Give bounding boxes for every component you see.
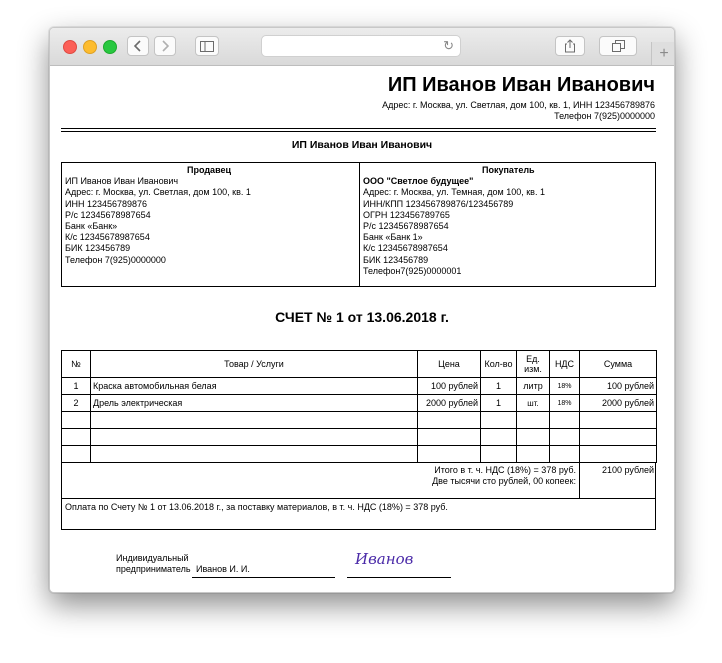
buyer-line: ИНН/КПП 123456789876/123456789 <box>363 198 514 209</box>
header-price: Цена <box>418 351 481 378</box>
signature-role-line: Индивидуальный <box>116 553 189 563</box>
cell-sum <box>580 446 657 463</box>
plus-icon: + <box>659 45 669 62</box>
seller-header-name: ИП Иванов Иван Иванович <box>387 74 655 96</box>
cell-quantity: 1 <box>481 378 517 395</box>
chevron-right-icon <box>160 40 170 52</box>
table-header-row <box>62 351 657 378</box>
buyer-line: БИК 123456789 <box>363 254 429 265</box>
seller-header-phone: Телефон 7(925)0000000 <box>554 111 655 121</box>
cell-unit <box>517 429 550 446</box>
table-row <box>62 446 657 463</box>
parties-block <box>61 162 656 287</box>
header-unit: Ед. изм. <box>517 351 550 378</box>
sidebar-icon <box>200 41 214 52</box>
cell-quantity <box>481 446 517 463</box>
minimize-window-button[interactable] <box>83 40 97 54</box>
header-sum: Сумма <box>580 351 657 378</box>
seller-line: Телефон 7(925)0000000 <box>65 254 166 265</box>
title-bar <box>50 28 674 66</box>
cell-goods <box>91 446 418 463</box>
chevron-left-icon <box>133 40 143 52</box>
cell-price <box>418 446 481 463</box>
signature-role-line: предприниматель <box>116 564 191 574</box>
cell-vat <box>550 446 580 463</box>
table-row <box>62 395 657 412</box>
cell-price <box>418 412 481 429</box>
seller-heading: Продавец <box>187 165 232 175</box>
cell-number <box>62 446 91 463</box>
cell-goods: Дрель электрическая <box>91 395 418 412</box>
totals-words-line: Две тысячи сто рублей, 00 копеек: <box>432 476 576 486</box>
payment-purpose: Оплата по Счету № 1 от 13.06.2018 г., за поставку материалов, в т. ч. НДС (18%) = 378 руб. <box>61 499 656 530</box>
seller-line: ИНН 123456789876 <box>65 198 148 209</box>
seller-block <box>62 163 360 286</box>
invoice-page <box>50 66 674 592</box>
seller-line: Адрес: г. Москва, ул. Светлая, дом 100, кв. 1 <box>65 187 251 198</box>
table-row <box>62 378 657 395</box>
cell-vat <box>550 429 580 446</box>
table-row <box>62 429 657 446</box>
totals-vat-line: Итого в т. ч. НДС (18%) = 378 руб. <box>434 465 576 475</box>
seller-line: Р/с 12345678987654 <box>65 209 151 220</box>
zoom-window-button[interactable] <box>103 40 117 54</box>
cell-sum: 2000 рублей <box>580 395 657 412</box>
cell-price: 2000 рублей <box>418 395 481 412</box>
header-vat: НДС <box>550 351 580 378</box>
cell-sum <box>580 412 657 429</box>
cell-number <box>62 412 91 429</box>
signature-name-underline <box>192 577 335 578</box>
seller-line: БИК 123456789 <box>65 243 131 254</box>
cell-quantity: 1 <box>481 395 517 412</box>
reload-icon[interactable]: ↻ <box>443 38 454 53</box>
sidebar-button[interactable] <box>195 36 219 56</box>
share-icon <box>564 39 576 53</box>
cell-vat: 18% <box>550 395 580 412</box>
cell-vat: 18% <box>550 378 580 395</box>
invoice-title: СЧЕТ № 1 от 13.06.2018 г. <box>275 309 449 325</box>
browser-window <box>49 27 675 593</box>
buyer-line: Телефон7(925)0000001 <box>363 265 462 276</box>
cell-unit <box>517 446 550 463</box>
seller-line: ИП Иванов Иван Иванович <box>65 176 179 187</box>
signature-role <box>116 553 191 575</box>
buyer-line: Адрес: г. Москва, ул. Темная, дом 100, кв. 1 <box>363 187 545 198</box>
tabs-icon <box>612 40 625 52</box>
seller-line: Банк «Банк» <box>65 221 118 232</box>
cell-price: 100 рублей <box>418 378 481 395</box>
cell-sum <box>580 429 657 446</box>
cell-unit <box>517 412 550 429</box>
header-divider <box>61 128 656 129</box>
cell-number: 1 <box>62 378 91 395</box>
table-row <box>62 412 657 429</box>
tabs-button[interactable] <box>599 36 637 56</box>
cell-sum: 100 рублей <box>580 378 657 395</box>
cell-quantity <box>481 412 517 429</box>
back-button[interactable] <box>127 36 149 56</box>
cell-number: 2 <box>62 395 91 412</box>
seller-header-address: Адрес: г. Москва, ул. Светлая, дом 100, кв. 1, ИНН 123456789876 <box>382 100 655 110</box>
totals-sum: 2100 рублей <box>579 462 655 498</box>
cell-number <box>62 429 91 446</box>
seller-line: К/с 12345678987654 <box>65 232 150 243</box>
new-tab-button[interactable] <box>651 42 675 65</box>
header-goods: Товар / Услуги <box>91 351 418 378</box>
buyer-line: ОГРН 123456789765 <box>363 209 450 220</box>
cell-goods <box>91 429 418 446</box>
address-bar[interactable] <box>261 35 461 57</box>
signature-name: Иванов И. И. <box>196 564 250 574</box>
header-quantity: Кол-во <box>481 351 517 378</box>
header-number: № <box>62 351 91 378</box>
cell-goods: Краска автомобильная белая <box>91 378 418 395</box>
document-subtitle: ИП Иванов Иван Иванович <box>291 139 433 151</box>
totals-text <box>432 465 576 487</box>
share-button[interactable] <box>555 36 585 56</box>
cell-price <box>418 429 481 446</box>
cell-vat <box>550 412 580 429</box>
totals-block <box>61 462 656 499</box>
cell-quantity <box>481 429 517 446</box>
cell-unit: шт. <box>517 395 550 412</box>
buyer-line: К/с 12345678987654 <box>363 243 448 254</box>
buyer-block <box>360 163 655 286</box>
forward-button[interactable] <box>154 36 176 56</box>
handwritten-signature: Иванов <box>355 550 414 568</box>
items-table <box>61 350 657 463</box>
signature-underline <box>347 577 451 578</box>
buyer-heading: Покупатель <box>482 165 535 175</box>
cell-unit: литр <box>517 378 550 395</box>
close-window-button[interactable] <box>63 40 77 54</box>
header-divider-second <box>61 131 656 132</box>
cell-goods <box>91 412 418 429</box>
buyer-line: Р/с 12345678987654 <box>363 221 449 232</box>
buyer-line: Банк «Банк 1» <box>363 232 423 243</box>
buyer-company: ООО "Светлое будущее" <box>363 176 474 187</box>
